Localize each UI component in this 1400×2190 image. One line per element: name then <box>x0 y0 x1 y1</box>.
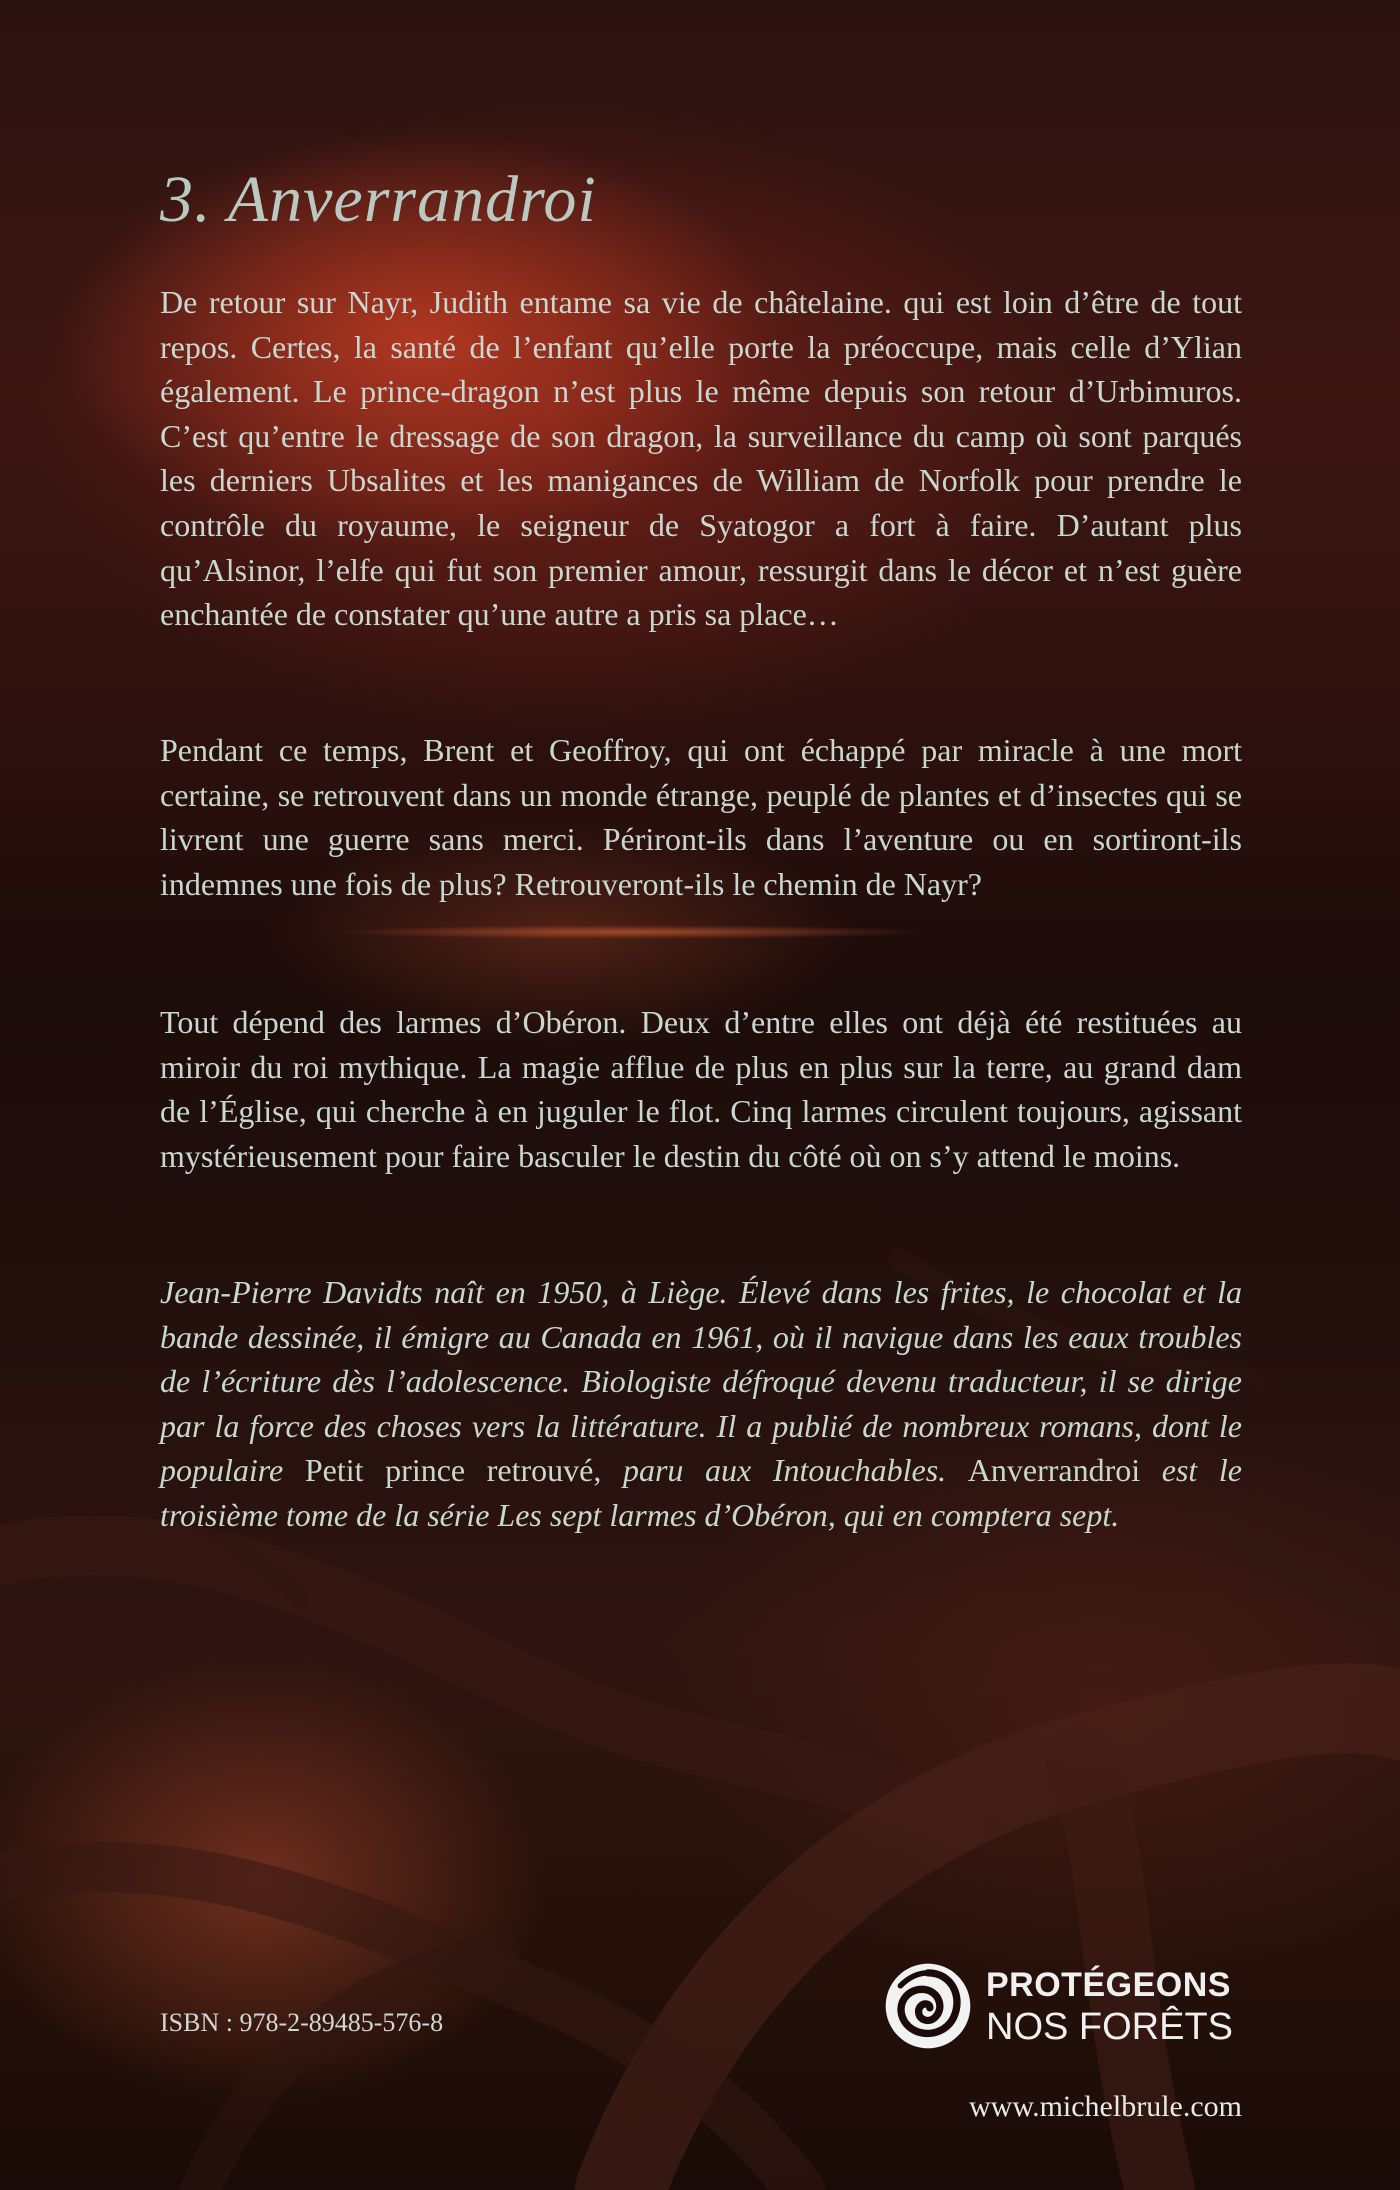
logo-line-1: PROTÉGEONS <box>986 1966 1231 2004</box>
book-title: 3. Anverrandroi <box>160 163 597 236</box>
summary-paragraph-3: Tout dépend des larmes d’Obéron. Deux d’entre elles ont déjà été restituées au miroir du roi mythique. La magie afflue de plus en plus sur la terre, au grand dam de l’Église, qui cherche à en juguler le flot. Cinq larmes circulent toujours, agissant mystérieusement pour faire basculer le destin du côté où on s’y attend le moins. <box>160 1004 1242 1174</box>
bio-text-1: Jean-Pierre Davidts naît en 1950, à Liège. Élevé dans les frites, le chocolat et la bande dessinée, il émigre au Canada en 1961, où il navigue dans les eaux troubles de l’écriture dès l’adolescence. Biologiste défroqué devenu traducteur, il se dirige par la force des choses vers la littérature. Il a publié de nombreux romans, dont le populaire <box>160 1274 1242 1489</box>
publisher-website[interactable]: www.michelbrule.com <box>969 2090 1242 2123</box>
author-bio <box>160 1270 1242 1538</box>
bio-book-title-1: Petit prince retrouvé, <box>304 1452 602 1489</box>
swirl-logo-icon <box>882 1960 974 2052</box>
logo-line-2: NOS FORÊTS <box>986 2006 1234 2048</box>
summary-paragraph-2: Pendant ce temps, Brent et Geoffroy, qui ont échappé par miracle à une mort certaine, se retrouvent dans un monde étrange, peuplé de plantes et d’insectes qui se livrent une guerre sans merci. Périront-ils dans l’aventure ou en sortiront-ils indemnes une fois de plus? Retrouveront-ils le chemin de Nayr? <box>160 732 1242 902</box>
bio-text-3: est le troisième tome de la série Les sept larmes d’Obéron, qui en comptera sept. <box>160 1452 1243 1533</box>
bio-text-2: paru aux Intouchables. <box>601 1452 968 1489</box>
protect-forests-logo <box>882 1960 1242 2070</box>
summary-paragraph-1: De retour sur Nayr, Judith entame sa vie de châtelaine. qui est loin d’être de tout repos. Certes, la santé de l’enfant qu’elle porte la préoccupe, mais celle d’Ylian également. Le prince-dragon n’est plus le même depuis son retour d’Urbimuros. C’est qu’entre le dressage de son dragon, la surveillance du camp où sont parqués les derniers Ubsalites et les manigances de William de Norfolk pour prendre le contrôle du royaume, le seigneur de Syatogor a fort à faire. D’autant plus qu’Alsinor, l’elfe qui fut son premier amour, ressurgit dans le décor et n’est guère enchantée de constater qu’une autre a pris sa place… <box>160 284 1242 633</box>
bio-book-title-2: Anverrandroi <box>967 1452 1141 1489</box>
isbn: ISBN : 978-2-89485-576-8 <box>160 2008 444 2037</box>
